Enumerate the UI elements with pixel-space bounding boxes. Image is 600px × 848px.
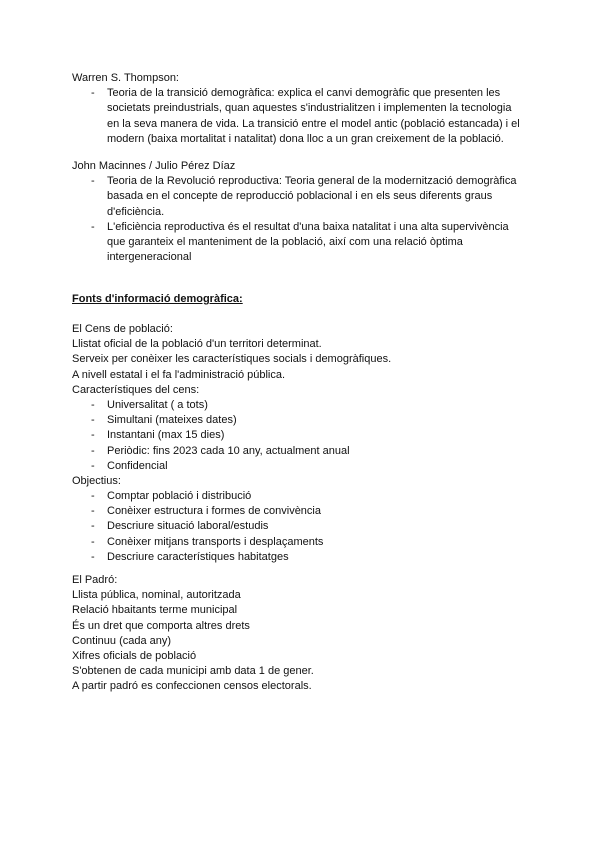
bullet-line: que garanteix el manteniment de la població, així com una relació òptima bbox=[107, 235, 463, 248]
bullet-item bbox=[72, 519, 542, 534]
bullet-line: Descriure situació laboral/estudis bbox=[107, 520, 269, 533]
fonts-title-block bbox=[72, 292, 542, 307]
bullet-dash: - bbox=[91, 87, 95, 100]
bullet-item bbox=[72, 535, 542, 550]
fonts-title: Fonts d'informació demogràfica: bbox=[72, 293, 243, 305]
bullet-item bbox=[72, 444, 542, 459]
bullet-line: Teoria de la transició demogràfica: explica el canvi demogràfic que presenten les bbox=[107, 87, 501, 100]
padro-line: Relació hbaitants terme municipal bbox=[72, 604, 238, 617]
bullet-dash: - bbox=[91, 459, 95, 472]
padro-line: Continuu (cada any) bbox=[72, 634, 172, 647]
bullet-line: intergeneracional bbox=[107, 251, 192, 264]
cens-line: Llistat oficial de la població d'un territori determinat. bbox=[72, 338, 322, 351]
bullet-item bbox=[72, 550, 542, 565]
bullet-line: Simultani (mateixes dates) bbox=[107, 414, 237, 427]
padro-heading: El Padró: bbox=[72, 574, 118, 586]
bullet-item bbox=[72, 428, 542, 443]
cens-line: Característiques del cens: bbox=[72, 383, 200, 396]
bullet-dash: - bbox=[91, 429, 95, 442]
bullet-dash: - bbox=[91, 414, 95, 427]
bullet-line: Comptar població i distribució bbox=[107, 490, 252, 503]
bullet-item bbox=[72, 174, 542, 220]
bullet-dash: - bbox=[91, 535, 95, 548]
thompson-section bbox=[72, 71, 542, 147]
bullet-item bbox=[72, 220, 542, 266]
bullet-line: basada en el concepte de reproducció poblacional i en els seus diferents graus bbox=[107, 190, 493, 203]
bullet-line: Descriure característiques habitatges bbox=[107, 550, 289, 563]
bullet-line: en la seva manera de vida. La transició entre el model antic (població estancada) i el bbox=[107, 117, 520, 130]
bullet-item bbox=[72, 86, 542, 147]
padro-line: S'obtenen de cada municipi amb data 1 de gener. bbox=[72, 665, 314, 678]
cens-line: Serveix per conèixer les característiques socials i demogràfiques. bbox=[72, 353, 392, 366]
bullet-dash: - bbox=[91, 550, 95, 563]
bullet-dash: - bbox=[91, 505, 95, 518]
padro-line: Xifres oficials de població bbox=[72, 649, 197, 662]
objectives-heading: Objectius: bbox=[72, 474, 121, 487]
bullet-line: Conèixer mitjans transports i desplaçaments bbox=[107, 535, 324, 548]
bullet-line: societats preindustrials, quan aquestes s'industrialitzen i implementen la tecnologia bbox=[107, 102, 512, 115]
bullet-item bbox=[72, 489, 542, 504]
bullet-item bbox=[72, 413, 542, 428]
bullet-line: L'eficiència reproductiva és el resultat d'una baixa natalitat i una alta supervivència bbox=[107, 220, 509, 233]
bullet-line: Conèixer estructura i formes de convivència bbox=[107, 505, 321, 518]
bullet-item bbox=[72, 504, 542, 519]
bullet-dash: - bbox=[91, 490, 95, 503]
bullet-dash: - bbox=[91, 520, 95, 533]
bullet-item bbox=[72, 459, 542, 474]
padro-line: Llista pública, nominal, autoritzada bbox=[72, 589, 241, 602]
section-heading: Warren S. Thompson: bbox=[72, 72, 179, 84]
cens-line: A nivell estatal i el fa l'administració pública. bbox=[72, 368, 286, 381]
padro-line: És un dret que comporta altres drets bbox=[72, 619, 250, 632]
bullet-line: d'eficiència. bbox=[107, 205, 165, 218]
bullet-line: modern (baixa mortalitat i natalitat) dona lloc a un gran creixement de la població. bbox=[107, 132, 504, 145]
cens-heading: El Cens de població: bbox=[72, 323, 173, 335]
padro-section bbox=[72, 573, 542, 695]
padro-line: A partir padró es confeccionen censos electorals. bbox=[72, 680, 312, 693]
bullet-line: Instantani (max 15 dies) bbox=[107, 429, 225, 442]
bullet-dash: - bbox=[91, 220, 95, 233]
bullet-line: Confidencial bbox=[107, 459, 168, 472]
cens-section bbox=[72, 322, 542, 565]
bullet-dash: - bbox=[91, 444, 95, 457]
bullet-dash: - bbox=[91, 175, 95, 188]
macinnes-section bbox=[72, 159, 542, 265]
bullet-line: Universalitat ( a tots) bbox=[107, 398, 208, 411]
bullet-line: Teoria de la Revolució reproductiva: Teoria general de la modernització demogràfica bbox=[107, 175, 517, 188]
bullet-line: Periòdic: fins 2023 cada 10 any, actualment anual bbox=[107, 444, 350, 457]
section-heading: John Macinnes / Julio Pérez Díaz bbox=[72, 160, 236, 172]
bullet-item bbox=[72, 398, 542, 413]
bullet-dash: - bbox=[91, 398, 95, 411]
